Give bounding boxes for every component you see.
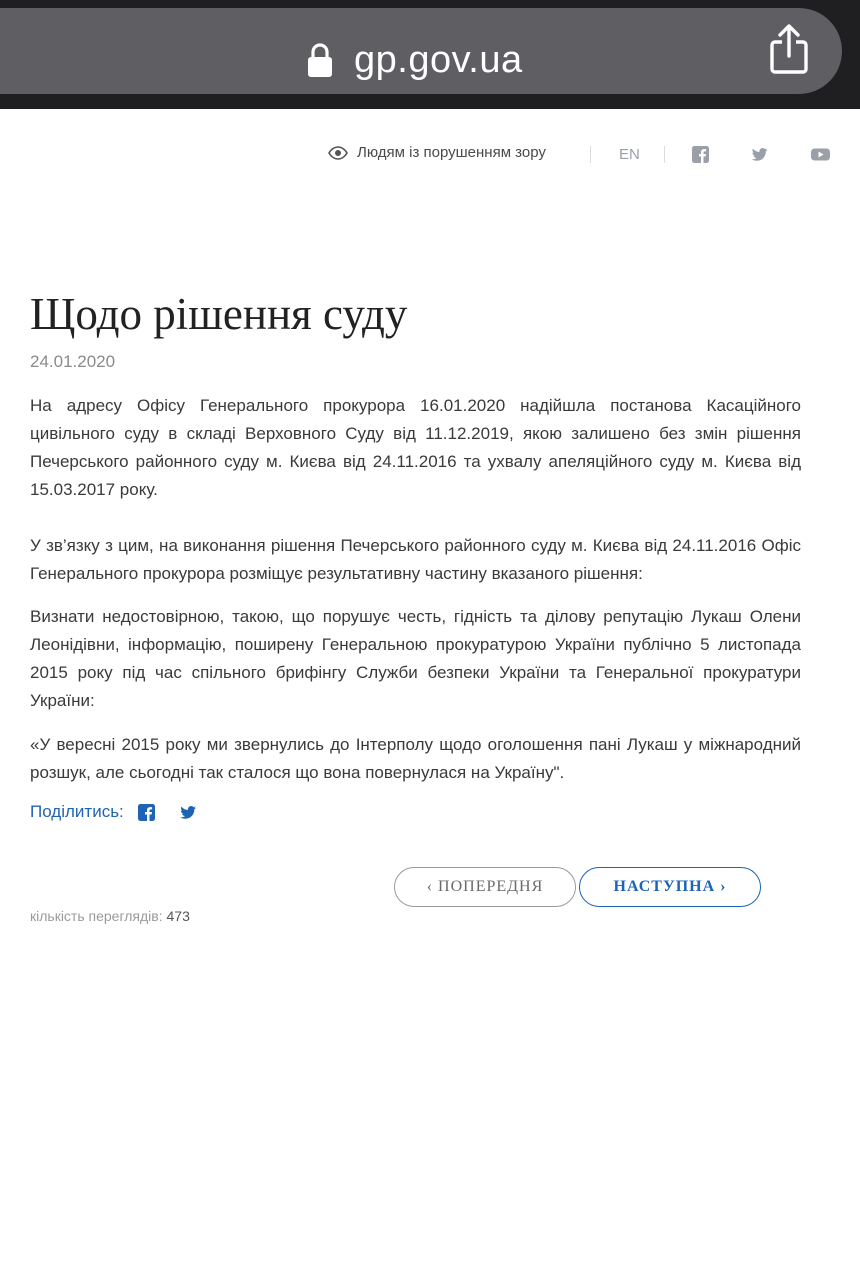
view-count: [30, 908, 190, 924]
youtube-icon[interactable]: [811, 146, 830, 163]
share-row: [30, 802, 197, 822]
twitter-icon[interactable]: [751, 146, 768, 163]
divider: [664, 146, 665, 163]
browser-toolbar: [0, 0, 860, 109]
article-paragraph: «У вересні 2015 року ми звернулись до Інтерполу щодо оголошення пані Лукаш у міжнародний розшук, але сьогодні так сталося що вона повернулася на Україну".: [30, 735, 801, 782]
article-paragraph: Визнати недостовірною, такою, що порушує честь, гідність та ділову репутацію Лукаш Олени Леонідівни, інформацію, поширену Генеральною прокуратурою України публічно 5 листопада 2015 року під час спільного брифінгу Служби безпеки України та Генеральної прокуратури України:: [30, 607, 801, 710]
publish-date: 24.01.2020: [30, 352, 116, 371]
eye-icon: [328, 146, 348, 160]
utility-bar: [0, 140, 860, 170]
divider: [590, 146, 591, 163]
facebook-icon[interactable]: [692, 146, 709, 163]
lock-icon: [306, 42, 334, 78]
view-count-label: кількість переглядів:: [30, 908, 163, 924]
share-icon[interactable]: [768, 24, 810, 74]
previous-button[interactable]: ‹ ПОПЕРЕДНЯ: [394, 867, 576, 907]
view-count-value: 473: [166, 908, 190, 924]
page-title: Щодо рішення суду: [30, 289, 408, 339]
facebook-share-icon[interactable]: [138, 804, 155, 821]
address-bar[interactable]: [0, 8, 842, 94]
url-text: gp.gov.ua: [354, 38, 523, 81]
share-label: Поділитись:: [30, 802, 124, 821]
language-switch-en[interactable]: EN: [619, 146, 640, 163]
accessibility-link[interactable]: [328, 144, 546, 161]
next-button[interactable]: НАСТУПНА ›: [579, 867, 761, 907]
accessibility-label: Людям із порушенням зору: [357, 144, 546, 161]
twitter-share-icon[interactable]: [179, 805, 197, 820]
url-display[interactable]: [306, 38, 523, 82]
article-paragraph: На адресу Офісу Генерального прокурора 16.01.2020 надійшла постанова Касаційного цивільного суду в складі Верховного Суду від 11.12.2019, якою залишено без змін рішення Печерського районного суду м. Києва від 24.11.2016 та ухвалу апеляційного суду м. Києва від 15.03.2017 року.: [30, 396, 801, 499]
article-paragraph: У зв’язку з цим, на виконання рішення Печерського районного суду м. Києва від 24.11.2016 Офіс Генерального прокурора розміщує результативну частину вказаного рішення:: [30, 536, 801, 583]
